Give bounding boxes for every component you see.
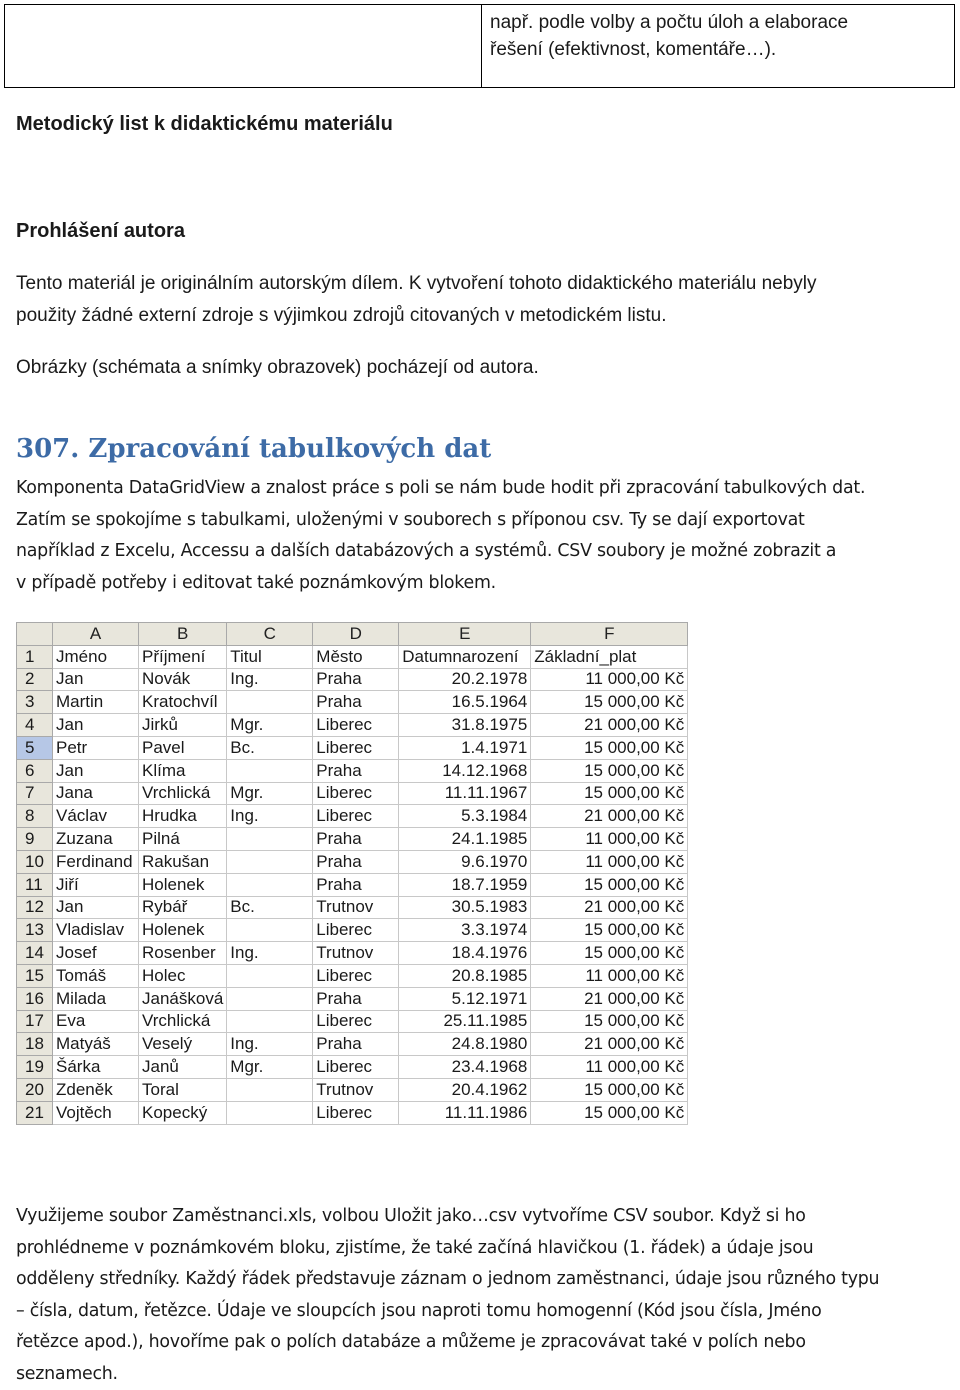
table-cell[interactable]: Ing. <box>227 805 313 828</box>
table-cell[interactable]: Praha <box>313 873 399 896</box>
table-cell[interactable]: 15 000,00 Kč <box>531 1078 688 1101</box>
table-cell[interactable]: Vrchlická <box>139 782 227 805</box>
table-cell[interactable]: 15 000,00 Kč <box>531 782 688 805</box>
row-header[interactable]: 21 <box>17 1101 53 1124</box>
outro-line-3: odděleny středníky. Každý řádek představuje záznam o jednom zaměstnanci, údaje jsou různého typu <box>16 1264 956 1296</box>
row-header[interactable]: 2 <box>17 668 53 691</box>
row-header[interactable]: 4 <box>17 714 53 737</box>
table-cell[interactable]: 15 000,00 Kč <box>531 691 688 714</box>
row-header[interactable]: 16 <box>17 987 53 1010</box>
table-cell[interactable]: 24.8.1980 <box>399 1033 531 1056</box>
table-cell[interactable]: Liberec <box>313 805 399 828</box>
table-cell[interactable]: Milada <box>53 987 139 1010</box>
table-row <box>17 1101 688 1124</box>
table-cell[interactable]: 14.12.1968 <box>399 759 531 782</box>
table-cell[interactable]: Bc. <box>227 736 313 759</box>
table-cell[interactable]: 15 000,00 Kč <box>531 736 688 759</box>
table-cell[interactable]: 15 000,00 Kč <box>531 942 688 965</box>
table-cell[interactable]: Martin <box>53 691 139 714</box>
table-cell[interactable]: Šárka <box>53 1056 139 1079</box>
table-cell[interactable] <box>227 691 313 714</box>
evaluation-table-right-cell <box>482 5 954 87</box>
table-cell[interactable]: Základní_plat <box>531 645 688 668</box>
row-header[interactable]: 10 <box>17 850 53 873</box>
intro-paragraph <box>16 473 865 599</box>
table-row <box>17 1056 688 1079</box>
evaluation-note-line-2: řešení (efektivnost, komentáře…). <box>490 36 946 63</box>
table-row <box>17 964 688 987</box>
methodical-sheet-heading: Metodický list k didaktickému materiálu <box>16 113 393 136</box>
table-cell[interactable] <box>227 987 313 1010</box>
spreadsheet-screenshot <box>16 622 688 1125</box>
table-cell[interactable]: 15 000,00 Kč <box>531 759 688 782</box>
table-cell[interactable]: Praha <box>313 1033 399 1056</box>
table-cell[interactable]: 3.3.1974 <box>399 919 531 942</box>
table-cell[interactable]: Praha <box>313 668 399 691</box>
table-cell[interactable]: 9.6.1970 <box>399 850 531 873</box>
table-cell[interactable]: Ing. <box>227 668 313 691</box>
outro-line-2: prohlédneme v poznámkovém bloku, zjistíme, že také začíná hlavičkou (1. řádek) a údaje jsou <box>16 1233 956 1265</box>
table-row <box>17 1033 688 1056</box>
table-cell[interactable]: Novák <box>139 668 227 691</box>
table-cell[interactable]: Rakušan <box>139 850 227 873</box>
table-cell[interactable]: Trutnov <box>313 1078 399 1101</box>
row-header[interactable]: 19 <box>17 1056 53 1079</box>
table-cell[interactable]: Vladislav <box>53 919 139 942</box>
table-cell[interactable]: 31.8.1975 <box>399 714 531 737</box>
table-cell[interactable]: Matyáš <box>53 1033 139 1056</box>
outro-paragraph <box>16 1201 956 1390</box>
table-cell[interactable]: Trutnov <box>313 896 399 919</box>
table-cell[interactable]: Jméno <box>53 645 139 668</box>
table-cell[interactable]: Rybář <box>139 896 227 919</box>
table-row <box>17 850 688 873</box>
table-cell[interactable]: Mgr. <box>227 782 313 805</box>
table-cell[interactable]: 5.12.1971 <box>399 987 531 1010</box>
column-header-f[interactable]: F <box>531 623 688 646</box>
outro-line-1: Využijeme soubor Zaměstnanci.xls, volbou Uložit jako…csv vytvoříme CSV soubor. Když si ho <box>16 1201 956 1233</box>
table-cell[interactable]: 11 000,00 Kč <box>531 828 688 851</box>
table-cell[interactable]: 11 000,00 Kč <box>531 668 688 691</box>
table-cell[interactable] <box>227 919 313 942</box>
table-cell[interactable]: Zuzana <box>53 828 139 851</box>
table-cell[interactable]: Jiří <box>53 873 139 896</box>
table-cell[interactable] <box>227 1010 313 1033</box>
table-cell[interactable]: 15 000,00 Kč <box>531 919 688 942</box>
table-cell[interactable] <box>227 1078 313 1101</box>
row-header[interactable]: 6 <box>17 759 53 782</box>
declaration-line-3: Obrázky (schémata a snímky obrazovek) pocházejí od autora. <box>16 352 817 384</box>
table-cell[interactable]: Praha <box>313 987 399 1010</box>
table-cell[interactable]: 1.4.1971 <box>399 736 531 759</box>
column-header-a[interactable]: A <box>53 623 139 646</box>
table-cell[interactable]: Holec <box>139 964 227 987</box>
table-cell[interactable]: 21 000,00 Kč <box>531 896 688 919</box>
declaration-line-1: Tento materiál je originálním autorským dílem. K vytvoření tohoto didaktického materiálu nebyly <box>16 268 817 300</box>
table-cell[interactable]: Josef <box>53 942 139 965</box>
table-cell[interactable]: 20.4.1962 <box>399 1078 531 1101</box>
evaluation-table-left-cell <box>5 5 482 87</box>
table-row <box>17 1078 688 1101</box>
intro-line-3: například z Excelu, Accessu a dalších databázových a systémů. CSV soubory je možné zobrazit a <box>16 536 865 568</box>
outro-line-6: seznamech. <box>16 1359 956 1390</box>
table-cell[interactable]: 21 000,00 Kč <box>531 714 688 737</box>
table-cell[interactable]: Praha <box>313 850 399 873</box>
spreadsheet-body <box>17 645 688 1124</box>
table-cell[interactable]: Janášková <box>139 987 227 1010</box>
table-cell[interactable]: Příjmení <box>139 645 227 668</box>
table-cell[interactable]: 24.1.1985 <box>399 828 531 851</box>
table-cell[interactable]: Kopecký <box>139 1101 227 1124</box>
table-cell[interactable]: Hrudka <box>139 805 227 828</box>
table-cell[interactable]: 11 000,00 Kč <box>531 850 688 873</box>
table-cell[interactable]: 18.7.1959 <box>399 873 531 896</box>
row-header[interactable]: 7 <box>17 782 53 805</box>
table-cell[interactable]: 11 000,00 Kč <box>531 964 688 987</box>
table-cell[interactable]: 11.11.1967 <box>399 782 531 805</box>
row-header[interactable]: 8 <box>17 805 53 828</box>
table-cell[interactable]: Veselý <box>139 1033 227 1056</box>
table-cell[interactable]: Jana <box>53 782 139 805</box>
table-cell[interactable]: Ing. <box>227 942 313 965</box>
table-cell[interactable]: Holenek <box>139 873 227 896</box>
table-row <box>17 782 688 805</box>
table-cell[interactable]: 16.5.1964 <box>399 691 531 714</box>
table-cell[interactable] <box>227 759 313 782</box>
row-header[interactable]: 3 <box>17 691 53 714</box>
table-cell[interactable]: Trutnov <box>313 942 399 965</box>
row-header[interactable]: 15 <box>17 964 53 987</box>
table-cell[interactable]: Praha <box>313 691 399 714</box>
table-cell[interactable]: 20.2.1978 <box>399 668 531 691</box>
table-cell[interactable]: 11.11.1986 <box>399 1101 531 1124</box>
column-header-b[interactable]: B <box>139 623 227 646</box>
table-cell[interactable]: Jan <box>53 896 139 919</box>
table-cell[interactable]: Holenek <box>139 919 227 942</box>
table-cell[interactable]: Václav <box>53 805 139 828</box>
table-row <box>17 919 688 942</box>
table-cell[interactable]: Praha <box>313 759 399 782</box>
table-cell[interactable]: Klíma <box>139 759 227 782</box>
table-cell[interactable]: Ferdinand <box>53 850 139 873</box>
row-header[interactable]: 14 <box>17 942 53 965</box>
table-cell[interactable]: 21 000,00 Kč <box>531 805 688 828</box>
table-cell[interactable]: Liberec <box>313 964 399 987</box>
table-cell[interactable] <box>227 1101 313 1124</box>
table-cell[interactable]: Titul <box>227 645 313 668</box>
table-cell[interactable]: 18.4.1976 <box>399 942 531 965</box>
table-cell[interactable]: Liberec <box>313 1056 399 1079</box>
table-row <box>17 645 688 668</box>
table-cell[interactable] <box>227 828 313 851</box>
table-cell[interactable]: 11 000,00 Kč <box>531 1056 688 1079</box>
table-cell[interactable]: Pavel <box>139 736 227 759</box>
table-cell[interactable]: 25.11.1985 <box>399 1010 531 1033</box>
evaluation-note-line-1: např. podle volby a počtu úloh a elaborace <box>490 9 946 36</box>
row-header[interactable]: 13 <box>17 919 53 942</box>
table-row <box>17 873 688 896</box>
table-cell[interactable]: Pilná <box>139 828 227 851</box>
table-row <box>17 942 688 965</box>
table-cell[interactable]: 23.4.1968 <box>399 1056 531 1079</box>
table-cell[interactable]: 20.8.1985 <box>399 964 531 987</box>
table-cell[interactable]: Eva <box>53 1010 139 1033</box>
row-header[interactable]: 5 <box>17 736 53 759</box>
author-declaration-heading: Prohlášení autora <box>16 220 185 243</box>
table-cell[interactable]: 30.5.1983 <box>399 896 531 919</box>
table-cell[interactable]: 15 000,00 Kč <box>531 873 688 896</box>
table-cell[interactable]: Jirků <box>139 714 227 737</box>
table-cell[interactable]: Vrchlická <box>139 1010 227 1033</box>
table-cell[interactable] <box>227 873 313 896</box>
intro-line-1: Komponenta DataGridView a znalost práce s poli se nám bude hodit při zpracování tabulkových dat. <box>16 473 865 505</box>
table-cell[interactable]: 21 000,00 Kč <box>531 987 688 1010</box>
table-cell[interactable]: Liberec <box>313 919 399 942</box>
table-cell[interactable]: Liberec <box>313 714 399 737</box>
table-row <box>17 691 688 714</box>
table-cell[interactable]: Jan <box>53 759 139 782</box>
declaration-line-2: použity žádné externí zdroje s výjimkou zdrojů citovaných v metodickém listu. <box>16 300 817 332</box>
table-cell[interactable] <box>227 850 313 873</box>
table-cell[interactable]: Liberec <box>313 1101 399 1124</box>
table-cell[interactable]: Liberec <box>313 782 399 805</box>
table-cell[interactable]: Zdeněk <box>53 1078 139 1101</box>
table-cell[interactable]: Kratochvíl <box>139 691 227 714</box>
table-cell[interactable]: Bc. <box>227 896 313 919</box>
table-cell[interactable]: 21 000,00 Kč <box>531 1033 688 1056</box>
outro-line-4: – čísla, datum, řetězce. Údaje ve sloupcích jsou naproti tomu homogenní (Kód jsou čísla, Jméno <box>16 1296 956 1328</box>
row-header[interactable]: 20 <box>17 1078 53 1101</box>
table-cell[interactable]: Rosenber <box>139 942 227 965</box>
table-row <box>17 759 688 782</box>
table-cell[interactable]: Datumnarození <box>399 645 531 668</box>
table-cell[interactable]: Mgr. <box>227 714 313 737</box>
table-row <box>17 714 688 737</box>
table-row <box>17 668 688 691</box>
table-row <box>17 987 688 1010</box>
table-cell[interactable]: Praha <box>313 828 399 851</box>
column-header-d[interactable]: D <box>313 623 399 646</box>
table-cell[interactable]: Vojtěch <box>53 1101 139 1124</box>
table-cell[interactable]: Liberec <box>313 1010 399 1033</box>
table-row <box>17 828 688 851</box>
table-cell[interactable] <box>227 964 313 987</box>
table-cell[interactable]: 15 000,00 Kč <box>531 1010 688 1033</box>
table-row <box>17 1010 688 1033</box>
table-row <box>17 805 688 828</box>
row-header[interactable]: 9 <box>17 828 53 851</box>
row-header[interactable]: 18 <box>17 1033 53 1056</box>
row-header[interactable]: 17 <box>17 1010 53 1033</box>
table-cell[interactable]: Tomáš <box>53 964 139 987</box>
table-cell[interactable]: Město <box>313 645 399 668</box>
table-cell[interactable]: Petr <box>53 736 139 759</box>
table-cell[interactable]: 15 000,00 Kč <box>531 1101 688 1124</box>
select-all-corner[interactable] <box>17 623 53 646</box>
table-cell[interactable]: Jan <box>53 714 139 737</box>
outro-line-5: řetězce apod.), hovoříme pak o polích databáze a můžeme je zpracovávat také v polích nebo <box>16 1327 956 1359</box>
column-header-c[interactable]: C <box>227 623 313 646</box>
table-row <box>17 896 688 919</box>
table-cell[interactable]: Janů <box>139 1056 227 1079</box>
table-cell[interactable]: Ing. <box>227 1033 313 1056</box>
row-header[interactable]: 12 <box>17 896 53 919</box>
row-header[interactable]: 11 <box>17 873 53 896</box>
table-cell[interactable]: 5.3.1984 <box>399 805 531 828</box>
section-title: 307. Zpracování tabulkových dat <box>16 434 491 464</box>
column-header-e[interactable]: E <box>399 623 531 646</box>
column-header-row <box>17 623 688 646</box>
intro-line-2: Zatím se spokojíme s tabulkami, uloženými v souborech s příponou csv. Ty se dají exportovat <box>16 505 865 537</box>
table-cell[interactable]: Jan <box>53 668 139 691</box>
table-cell[interactable]: Mgr. <box>227 1056 313 1079</box>
table-cell[interactable]: Toral <box>139 1078 227 1101</box>
row-header[interactable]: 1 <box>17 645 53 668</box>
declaration-text <box>16 268 817 384</box>
table-cell[interactable]: Liberec <box>313 736 399 759</box>
intro-line-4: v případě potřeby i editovat také poznámkovým blokem. <box>16 568 865 600</box>
evaluation-table-box <box>4 4 955 88</box>
table-row <box>17 736 688 759</box>
